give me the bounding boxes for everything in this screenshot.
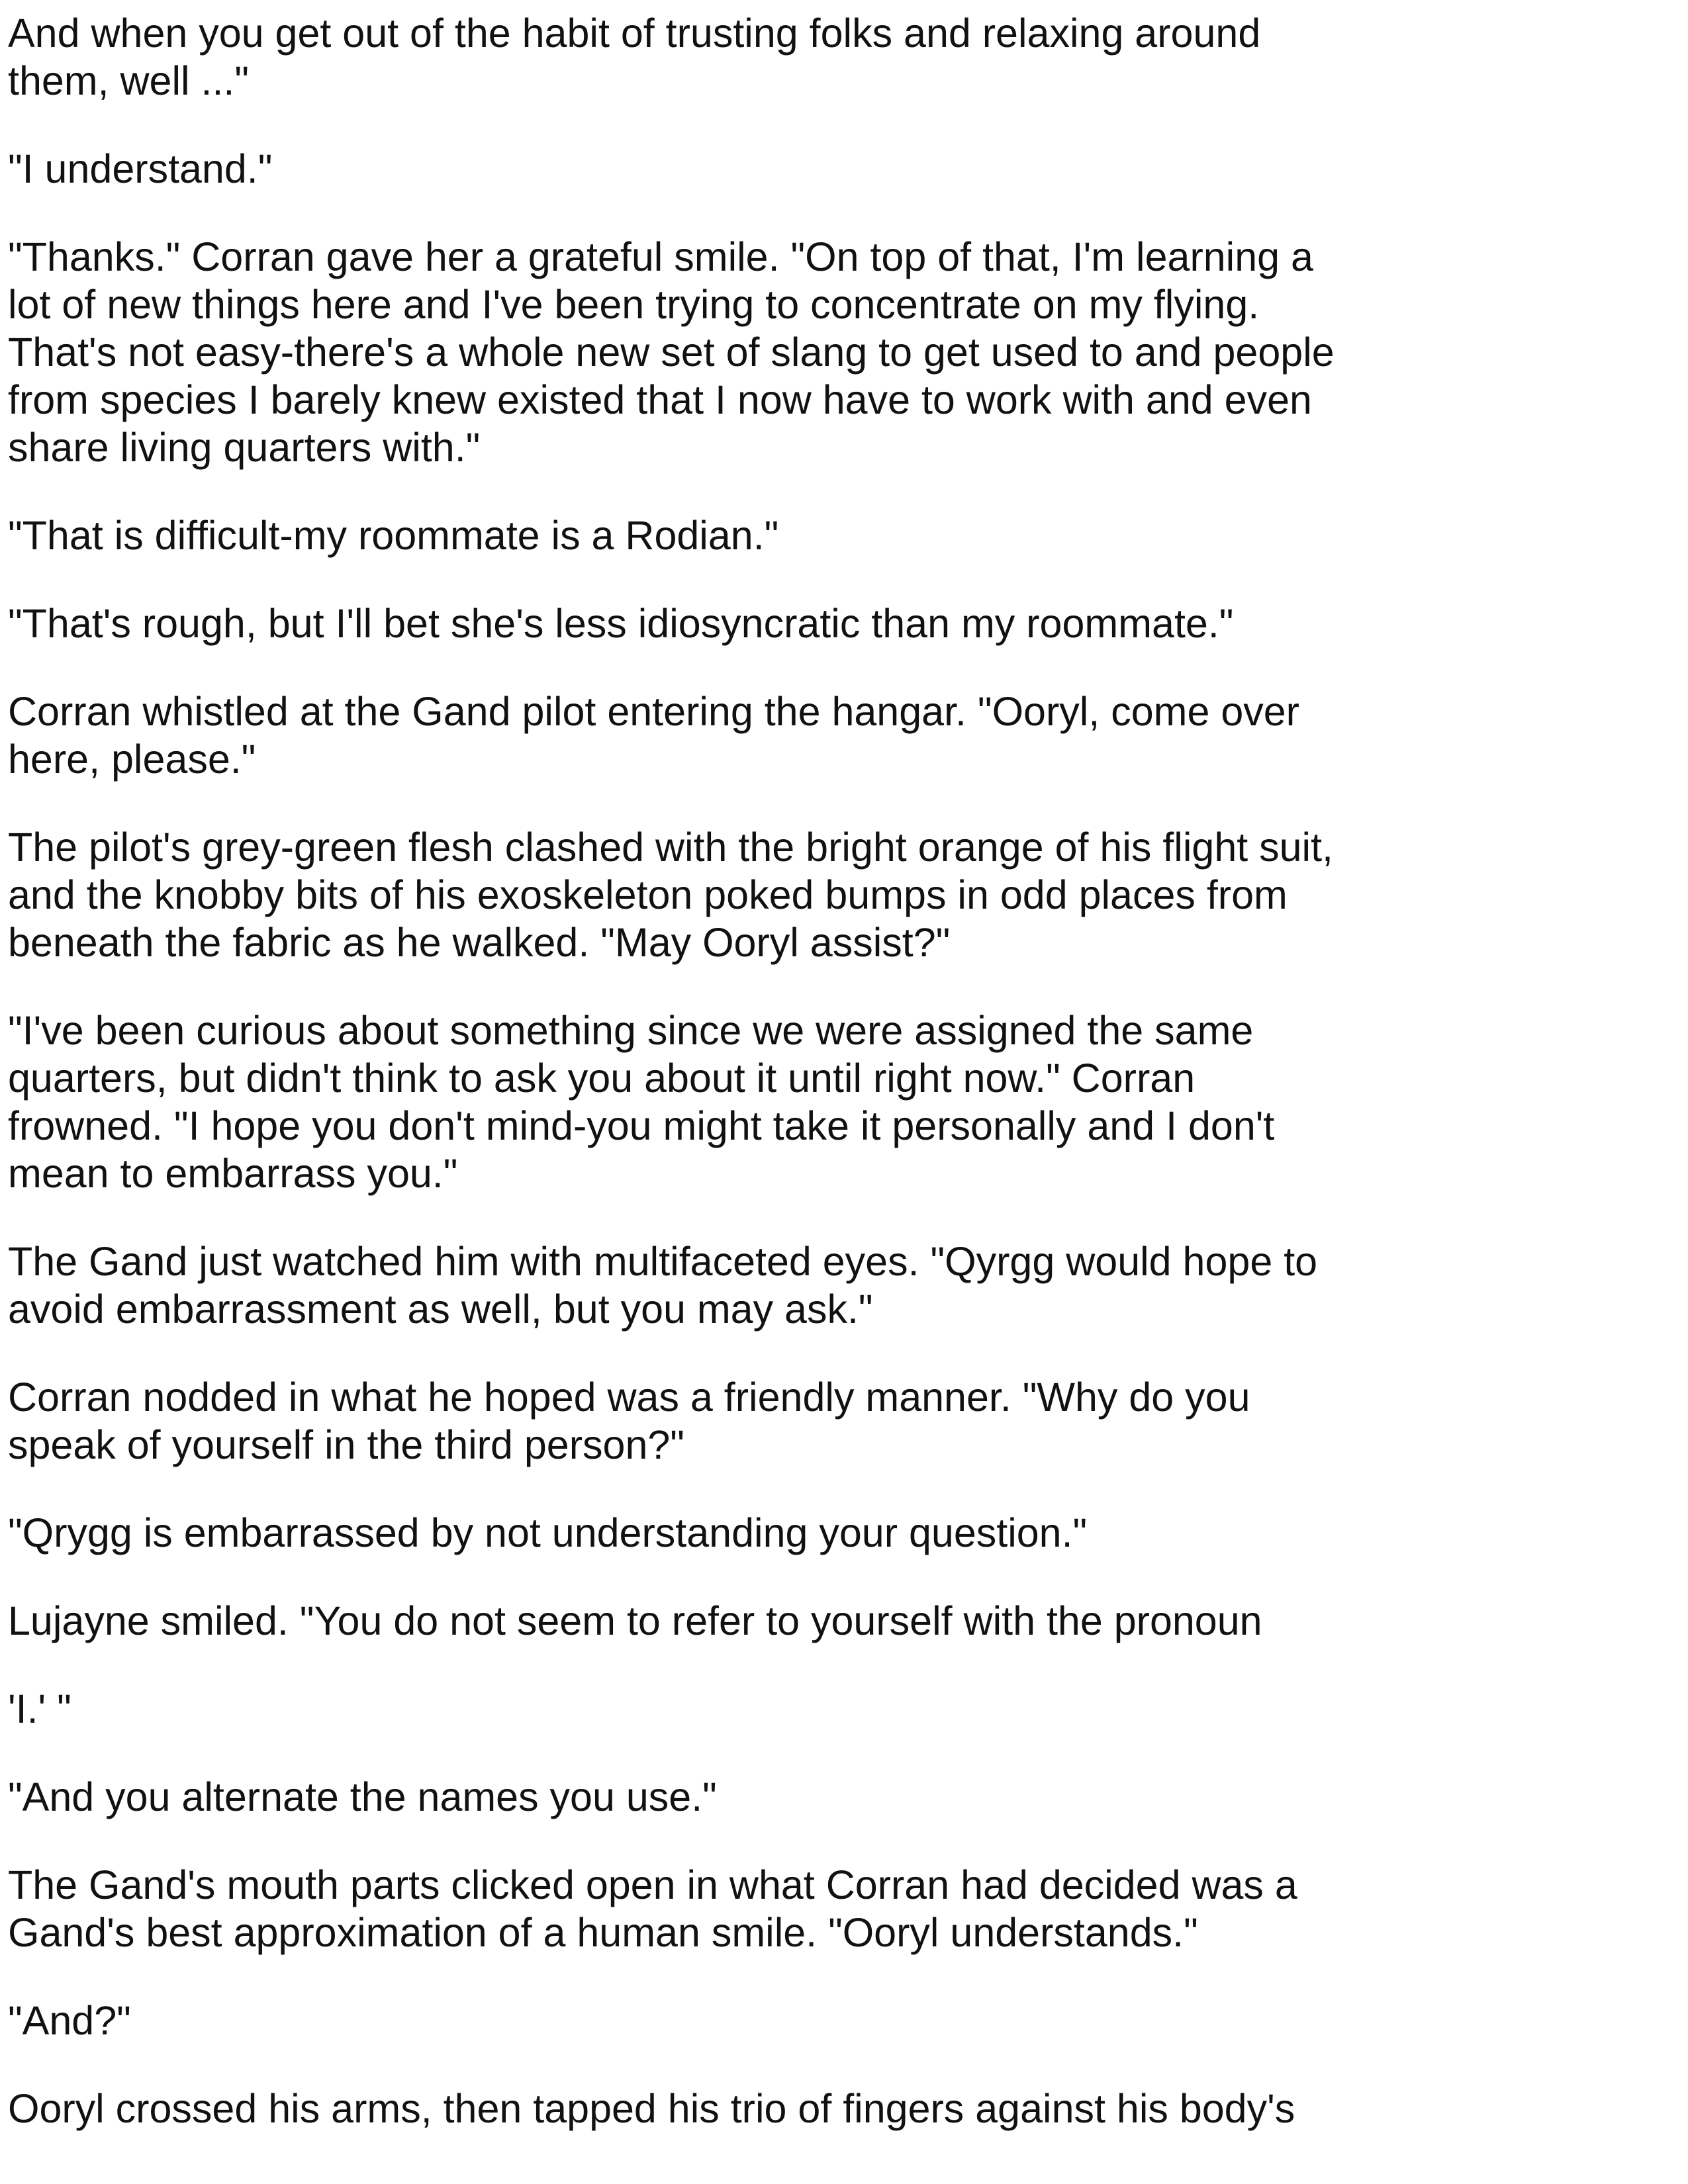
text-line: That's not easy-there's a whole new set of slang to get used to and people [8, 330, 1335, 375]
text-line: Corran nodded in what he hoped was a friendly manner. "Why do you [8, 1375, 1250, 1420]
text-line: Ooryl crossed his arms, then tapped his trio of fingers against his body's [8, 2086, 1295, 2131]
text-line: mean to embarrass you." [8, 1151, 458, 1196]
text-line: "That is difficult-my roommate is a Rodian." [8, 513, 779, 558]
text-line: Lujayne smiled. "You do not seem to refer to yourself with the pronoun [8, 1598, 1262, 1643]
text-line: Corran whistled at the Gand pilot entering the hangar. "Ooryl, come over [8, 689, 1299, 734]
text-line: The Gand's mouth parts clicked open in what Corran had decided was a [8, 1862, 1297, 1907]
text-line: The Gand just watched him with multifaceted eyes. "Qyrgg would hope to [8, 1239, 1318, 1284]
text-line: "That's rough, but I'll bet she's less idiosyncratic than my roommate." [8, 601, 1234, 646]
paragraph [8, 1685, 1385, 1733]
paragraph [8, 233, 1385, 471]
text-line: share living quarters with." [8, 425, 481, 470]
paragraph [8, 1373, 1385, 1469]
paragraph [8, 1773, 1385, 1821]
paragraph [8, 688, 1385, 783]
text-line: Gand's best approximation of a human smile. "Ooryl understands." [8, 1910, 1198, 1955]
text-line: The pilot's grey-green flesh clashed with the bright orange of his flight suit, [8, 825, 1334, 870]
paragraph [8, 600, 1385, 647]
paragraph [8, 9, 1385, 105]
text-line: here, please." [8, 737, 256, 782]
paragraph [8, 1997, 1385, 2044]
text-line: frowned. "I hope you don't mind-you might take it personally and I don't [8, 1103, 1275, 1148]
text-line: from species I barely knew existed that I now have to work with and even [8, 377, 1312, 422]
paragraph [8, 823, 1385, 966]
text-line: "Qrygg is embarrassed by not understanding your question." [8, 1510, 1088, 1555]
text-line: and the knobby bits of his exoskeleton poked bumps in odd places from [8, 872, 1288, 917]
text-line: "And?" [8, 1998, 131, 2043]
text-line: 'I.' " [8, 1686, 71, 1731]
text-line: "And you alternate the names you use." [8, 1774, 717, 1819]
paragraph [8, 2085, 1385, 2132]
paragraph [8, 1861, 1385, 1956]
text-line: "Thanks." Corran gave her a grateful smile. "On top of that, I'm learning a [8, 234, 1313, 279]
text-line: them, well ..." [8, 58, 250, 103]
paragraph [8, 512, 1385, 559]
text-line: beneath the fabric as he walked. "May Ooryl assist?" [8, 920, 951, 965]
paragraph [8, 1238, 1385, 1333]
paragraph [8, 145, 1385, 193]
text-line: And when you get out of the habit of trusting folks and relaxing around [8, 11, 1261, 56]
text-line: quarters, but didn't think to ask you about it until right now." Corran [8, 1056, 1196, 1101]
text-line: avoid embarrassment as well, but you may ask." [8, 1287, 873, 1332]
text-line: speak of yourself in the third person?" [8, 1422, 684, 1467]
paragraph [8, 1597, 1385, 1645]
text-line: "I understand." [8, 146, 273, 191]
document-page [8, 9, 1385, 2173]
paragraph [8, 1007, 1385, 1197]
text-line: lot of new things here and I've been trying to concentrate on my flying. [8, 282, 1260, 327]
text-line: "I've been curious about something since we were assigned the same [8, 1008, 1254, 1053]
paragraph [8, 1509, 1385, 1557]
